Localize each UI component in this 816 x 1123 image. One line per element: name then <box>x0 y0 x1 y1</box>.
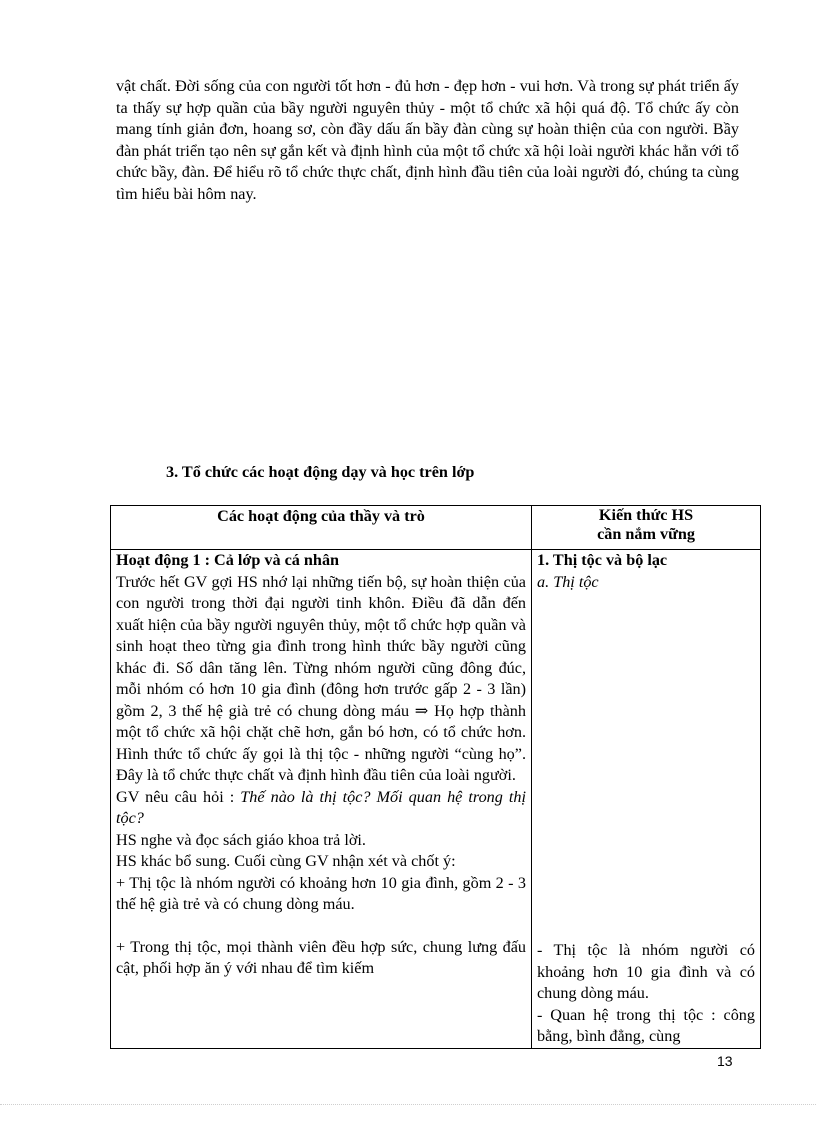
clan-definition-point: + Thị tộc là nhóm người có khoảng hơn 10 gia đình, gồm 2 - 3 thế hệ già trẻ và có chung dòng máu. <box>116 873 526 913</box>
knowledge-heading: 1. Thị tộc và bộ lạc <box>537 551 668 569</box>
knowledge-subheading: a. Thị tộc <box>537 572 599 591</box>
header-knowledge <box>532 506 761 550</box>
lesson-table <box>110 505 761 1049</box>
page-bottom-divider <box>0 1104 816 1105</box>
intro-paragraph: vật chất. Đời sống của con người tốt hơn - đủ hơn - đẹp hơn - vui hơn. Và trong sự phát triển ấy ta thấy sự hợp quần của bầy người nguyên thủy - một tổ chức xã hội quá độ. Tổ chức ấy còn mang tính giản đơn, hoang sơ, còn đầy dấu ấn bầy đàn cùng sự hoàn thiện của con người. Bầy đàn phát triển tạo nên sự gắn kết và định hình của một tổ chức xã hội loài người khác hẳn với tổ chức bầy, đàn. Để hiểu rõ tổ chức thực chất, định hình đầu tiên của loài người đó, chúng ta cùng tìm hiểu bài hôm nay. <box>116 77 739 203</box>
knowledge-cell <box>532 550 761 1049</box>
page-number: 13 <box>717 1053 733 1069</box>
header-knowledge-line2: cần nắm vững <box>597 525 695 543</box>
section-heading: 3. Tổ chức các hoạt động dạy và học trên lớp <box>166 463 475 481</box>
activity-intro-text: Trước hết GV gợi HS nhớ lại những tiến bộ, sự hoàn thiện của con người trong thời đại người tinh khôn. Điều đã dẫn đến xuất hiện của bầy người nguyên thủy, một tổ chức hợp quần và sinh hoạt theo từng gia đình trong hình thức bầy người cũng khác đi. Số dân tăng lên. Từng nhóm người cũng đông đúc, mỗi nhóm có hơn 10 gia đình (đông hơn trước gấp 2 - 3 lần) gồm 2, 3 thế hệ già trẻ có chung dòng máu ⇒ Họ hợp thành một tổ chức xã hội chặt chẽ hơn, gắn bó hơn, có tổ chức hơn. Hình thức tổ chức ấy gọi là thị tộc - những người “cùng họ”. Đây là tổ chức thực chất và định hình đầu tiên của loài người. <box>116 572 526 784</box>
knowledge-clan-relations: - Quan hệ trong thị tộc : công bằng, bình đẳng, cùng <box>537 1005 755 1045</box>
table-row <box>111 550 761 1049</box>
student-response-text: HS nghe và đọc sách giáo khoa trả lời. <box>116 830 366 849</box>
header-knowledge-line1: Kiến thức HS <box>598 506 694 524</box>
teacher-question <box>116 787 526 830</box>
activities-cell <box>111 550 532 1049</box>
clan-relations-point: + Trong thị tộc, mọi thành viên đều hợp sức, chung lưng đấu cật, phối hợp ăn ý với nhau để tìm kiếm <box>116 937 526 977</box>
activity-title: Hoạt động 1 : Cả lớp và cá nhân <box>116 551 340 569</box>
question-prefix: GV nêu câu hỏi : <box>116 787 241 806</box>
question-text: Thế nào là thị tộc? Mối quan hệ trong thị tộc? <box>116 787 526 827</box>
teacher-conclusion-text: HS khác bổ sung. Cuối cùng GV nhận xét và chốt ý: <box>116 852 456 870</box>
table-header-row <box>111 506 761 550</box>
header-activities: Các hoạt động của thầy và trò <box>111 506 532 550</box>
knowledge-clan-definition: - Thị tộc là nhóm người có khoảng hơn 10 gia đình và có chung dòng máu. <box>537 941 755 1002</box>
